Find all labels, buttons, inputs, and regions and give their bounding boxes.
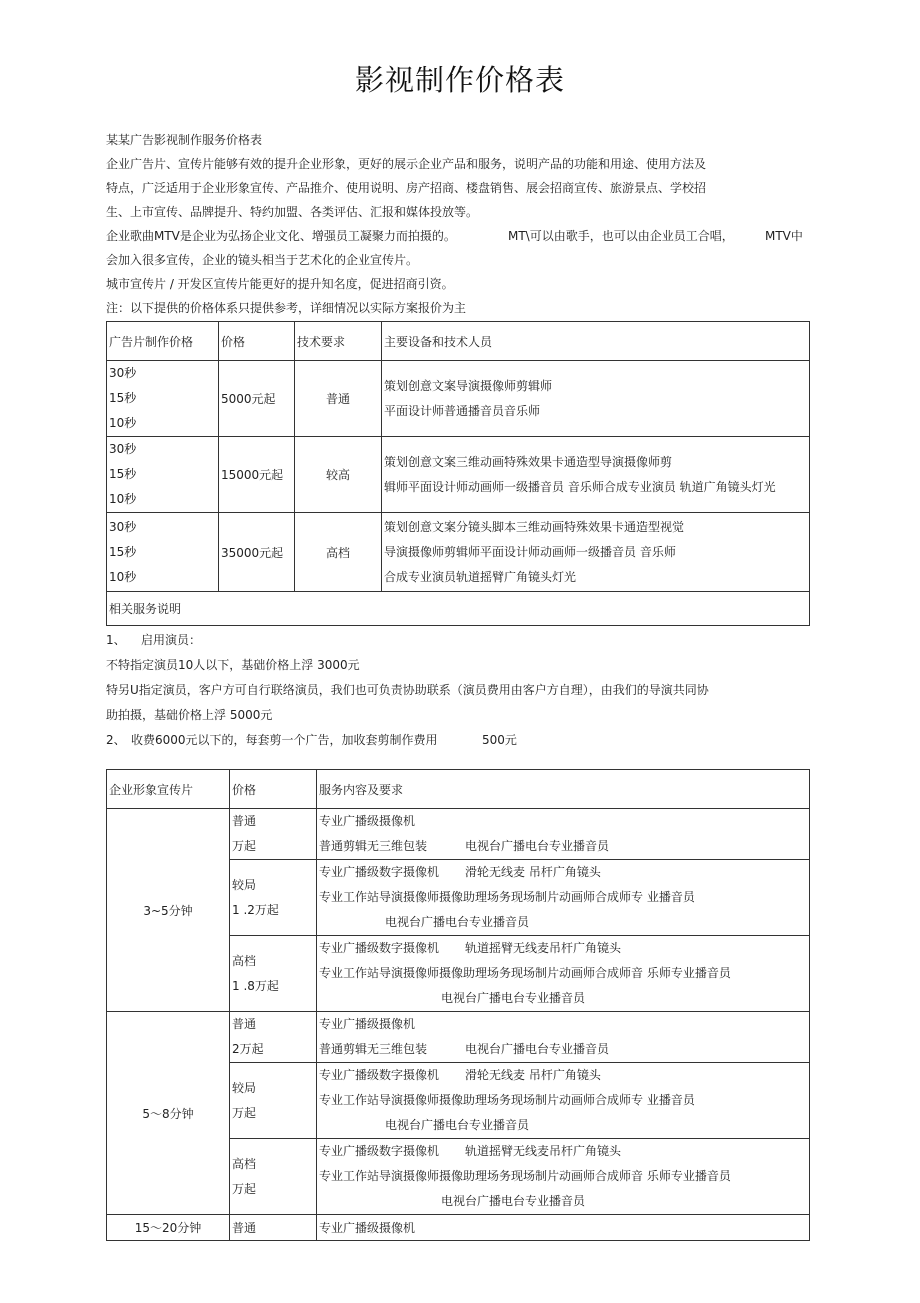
table-footer-row: [107, 592, 810, 626]
table-header-row: [107, 322, 810, 361]
column-header: 服务内容及要求: [317, 770, 810, 809]
tier-price-cell: 普通 2万起: [230, 1012, 317, 1063]
service-item-line: 不特指定演员10人以下，基础价格上浮 3000元: [106, 658, 360, 672]
service-content-cell: 专业广播级数字摄像机 轨道摇臂无线麦吊杆广角镜头 专业工作站导演摄像师摄像助理场务现场制片动画师合成师音 乐师专业播音员 电视台广播电台专业播音员: [317, 1139, 810, 1215]
staff-cell: 策划创意文案导演摄像师剪辑师 平面设计师普通播音员音乐师: [382, 361, 810, 437]
table-header-row: [107, 770, 810, 809]
tech-cell: 高档: [295, 513, 382, 592]
column-header: 企业形象宣传片: [107, 770, 230, 809]
service-item-number: 2、: [106, 733, 126, 747]
intro-paragraph-line: 企业广告片、宣传片能够有效的提升企业形象，更好的展示企业产品和服务，说明产品的功能和用途、使用方法及: [106, 157, 707, 171]
table-row: [107, 809, 810, 860]
tier-price-cell: 普通 万起: [230, 809, 317, 860]
service-content-cell: 专业广播级摄像机 普通剪辑无三维包装 电视台广播电台专业播音员: [317, 809, 810, 860]
table-row: [107, 437, 810, 513]
tier-price-cell: 高档 1 .8万起: [230, 936, 317, 1012]
column-header: 主要设备和技术人员: [382, 322, 810, 361]
intro-paragraph-line: 特点，广泛适用于企业形象宣传、产品推介、使用说明、房产招商、楼盘销售、展会招商宣传、旅游景点、学校招: [106, 181, 707, 195]
service-item-line: 特另U指定演员，客户方可自行联络演员，我们也可负责协助联系（演员费用由客户方自理），由我们的导演共同协: [106, 683, 709, 697]
intro-paragraph-line: 生、上市宣传、品牌提升、特约加盟、各类评估、汇报和媒体投放等。: [106, 205, 479, 219]
staff-cell: 策划创意文案分镜头脚本三维动画特殊效果卡通造型视觉 导演摄像师剪辑师平面设计师动画师一级播音员 音乐师 合成专业演员轨道摇臂广角镜头灯光: [382, 513, 810, 592]
tier-price-cell: 较局 1 .2万起: [230, 860, 317, 936]
service-item-fee: 500元: [482, 733, 517, 747]
price-cell: 5000元起: [219, 361, 295, 437]
subtitle: 某某广告影视制作服务价格表: [106, 133, 263, 147]
column-header: 价格: [219, 322, 295, 361]
service-content-cell: 专业广播级摄像机 普通剪辑无三维包装 电视台广播电台专业播音员: [317, 1012, 810, 1063]
service-item-line: 助拍摄，基础价格上浮 5000元: [106, 708, 273, 722]
duration-cell: 30秒 15秒 10秒: [107, 437, 219, 513]
service-item-number: 1、: [106, 633, 126, 647]
tech-cell: 普通: [295, 361, 382, 437]
service-content-cell: 专业广播级数字摄像机 滑轮无线麦 吊杆广角镜头 专业工作站导演摄像师摄像助理场务现场制片动画师合成师专 业播音员 电视台广播电台专业播音员: [317, 860, 810, 936]
service-content-cell: 专业广播级数字摄像机 轨道摇臂无线麦吊杆广角镜头 专业工作站导演摄像师摄像助理场务现场制片动画师合成师音 乐师专业播音员 电视台广播电台专业播音员: [317, 936, 810, 1012]
column-header: 技术要求: [295, 322, 382, 361]
price-note: 注：以下提供的价格体系只提供参考，详细情况以实际方案报价为主: [106, 301, 467, 315]
city-paragraph: 城市宣传片 / 开发区宣传片能更好的提升知名度，促进招商引资。: [106, 277, 454, 291]
service-content-cell: 专业广播级数字摄像机 滑轮无线麦 吊杆广角镜头 专业工作站导演摄像师摄像助理场务现场制片动画师合成师专 业播音员 电视台广播电台专业播音员: [317, 1063, 810, 1139]
duration-cell: 5～8分钟: [107, 1012, 230, 1215]
mtv-paragraph-fragment: MTV中: [765, 229, 803, 243]
page-title: 影视制作价格表: [354, 63, 565, 97]
table-row: [107, 361, 810, 437]
column-header: 价格: [230, 770, 317, 809]
table-row: [107, 1215, 810, 1241]
service-content-cell: 专业广播级摄像机: [317, 1215, 810, 1241]
service-item-title: 启用演员：: [141, 633, 202, 647]
duration-cell: 3~5分钟: [107, 809, 230, 1012]
mtv-paragraph-line: 企业歌曲MTV是企业为弘扬企业文化、增强员工凝聚力而拍摄的。: [106, 229, 456, 243]
price-cell: 15000元起: [219, 437, 295, 513]
mtv-paragraph-fragment: MT\可以由歌手，也可以由企业员工合唱，: [508, 229, 734, 243]
staff-cell: 策划创意文案三维动画特殊效果卡通造型导演摄像师剪 辑师平面设计师动画师一级播音员 音乐师合成专业演员 轨道广角镜头灯光: [382, 437, 810, 513]
tier-price-cell: 较局 万起: [230, 1063, 317, 1139]
price-cell: 35000元起: [219, 513, 295, 592]
duration-cell: 15～20分钟: [107, 1215, 230, 1241]
tier-price-cell: 高档 万起: [230, 1139, 317, 1215]
related-services-label: 相关服务说明: [107, 592, 810, 626]
duration-cell: 30秒 15秒 10秒: [107, 361, 219, 437]
table-row: [107, 513, 810, 592]
ad-price-table: [106, 321, 810, 626]
column-header: 广告片制作价格: [107, 322, 219, 361]
duration-cell: 30秒 15秒 10秒: [107, 513, 219, 592]
corporate-video-table: [106, 769, 810, 1241]
table-row: [107, 1012, 810, 1063]
tech-cell: 较高: [295, 437, 382, 513]
service-item-text: 收费6000元以下的，每套剪一个广告，加收套剪制作费用: [131, 733, 438, 747]
mtv-paragraph-line: 会加入很多宣传，企业的镜头相当于艺术化的企业宣传片。: [106, 253, 419, 267]
tier-price-cell: 普通: [230, 1215, 317, 1241]
